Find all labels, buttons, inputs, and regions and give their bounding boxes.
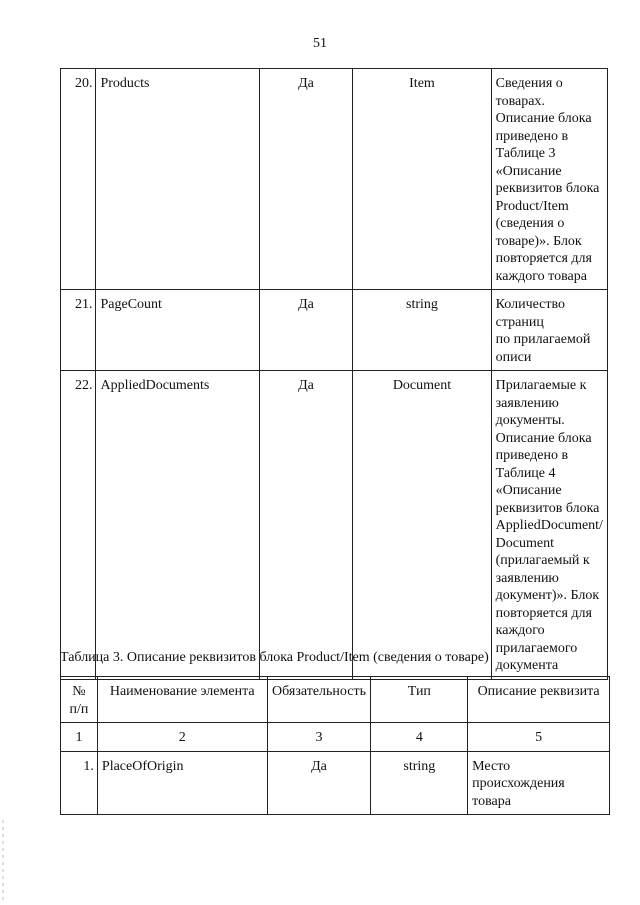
description-line: Product/Item	[495, 198, 569, 214]
table-row	[61, 290, 608, 371]
product-item-table	[60, 676, 610, 815]
type-value: string	[353, 290, 491, 371]
description-line: Сведения о товарах.	[495, 76, 563, 109]
description-line: (сведения о	[495, 216, 565, 231]
col-number: 2	[97, 723, 267, 752]
description-line: приведено в	[495, 128, 569, 144]
description-cell	[491, 69, 607, 290]
table-row	[61, 371, 608, 680]
header-row	[61, 677, 610, 723]
table-row	[61, 69, 608, 290]
col-number: 4	[371, 723, 468, 752]
table-row	[61, 751, 610, 815]
description-line: товара	[472, 793, 511, 809]
row-number: 20.	[61, 69, 96, 290]
element-name: PageCount	[96, 290, 259, 371]
description-cell	[468, 751, 610, 815]
description-line: повторяется для	[495, 251, 592, 266]
element-name: AppliedDocuments	[96, 371, 259, 680]
row-number: 21.	[61, 290, 96, 371]
description-cell	[491, 371, 607, 680]
description-line: реквизитов блока	[495, 181, 600, 196]
required-value: Да	[259, 371, 353, 680]
description-line: Прилагаемые к	[495, 378, 587, 393]
table-caption: Таблица 3. Описание реквизитов блока Product/Item (сведения о товаре)	[60, 650, 489, 665]
description-line: (прилагаемый к	[495, 553, 590, 568]
description-line: описи	[495, 349, 532, 365]
description-line: прилагаемого	[495, 640, 578, 656]
description-line: Количество страниц	[495, 297, 566, 330]
type-value: Document	[353, 371, 491, 680]
type-value: Item	[353, 69, 491, 290]
scan-edge-marks	[0, 820, 10, 900]
col-number: 5	[468, 723, 610, 752]
description-line: повторяется для	[495, 605, 592, 621]
description-line: товаре)». Блок	[495, 233, 582, 249]
description-line: Таблице 3	[495, 146, 556, 161]
description-line: Таблице 4	[495, 465, 556, 481]
element-name: Products	[96, 69, 259, 290]
col-number: 1	[61, 723, 98, 752]
description-cell	[491, 290, 607, 371]
header-required: Обязательность	[267, 677, 371, 723]
description-line: по прилагаемой	[495, 332, 591, 347]
required-value: Да	[259, 290, 353, 371]
header-type: Тип	[371, 677, 468, 723]
description-line: «Описание	[495, 163, 562, 179]
description-line: реквизитов блока	[495, 500, 600, 516]
description-line: приведено в	[495, 448, 569, 463]
row-number: 1.	[61, 751, 98, 815]
description-line: документа	[495, 658, 559, 673]
header-name: Наименование элемента	[97, 677, 267, 723]
header-description: Описание реквизита	[468, 677, 610, 723]
element-name: PlaceOfOrigin	[97, 751, 267, 815]
description-line: Document	[495, 535, 554, 551]
description-line: документы.	[495, 413, 565, 428]
col-number: 3	[267, 723, 371, 752]
page-number: 51	[313, 36, 327, 51]
required-value: Да	[267, 751, 371, 815]
continued-table	[60, 68, 608, 680]
type-value: string	[371, 751, 468, 815]
description-line: каждого	[495, 623, 545, 638]
description-line: Место	[472, 758, 511, 774]
description-line: документ)». Блок	[495, 588, 600, 603]
description-line: заявлению	[495, 570, 559, 586]
description-line: «Описание	[495, 483, 562, 498]
description-line: каждого товара	[495, 268, 587, 284]
description-line: происхождения	[472, 776, 565, 791]
header-num: № п/п	[61, 677, 98, 723]
description-line: Описание блока	[495, 111, 592, 126]
column-number-row	[61, 723, 610, 752]
required-value: Да	[259, 69, 353, 290]
description-line: заявлению	[495, 395, 559, 411]
description-line: AppliedDocument/	[495, 518, 603, 533]
description-line: Описание блока	[495, 430, 592, 446]
row-number: 22.	[61, 371, 96, 680]
